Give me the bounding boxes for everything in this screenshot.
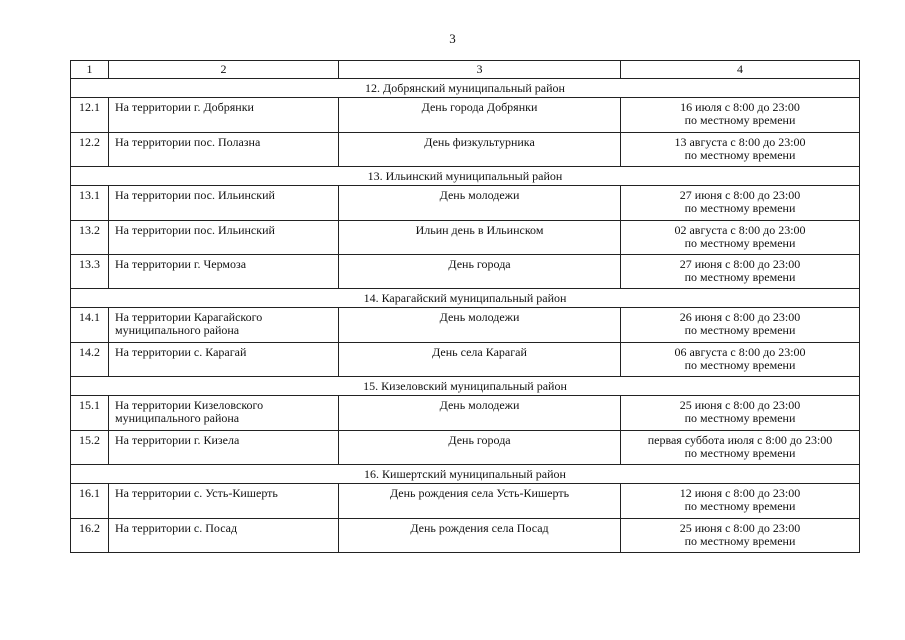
- row-event: День молодежи: [339, 396, 621, 431]
- section-row: [71, 465, 860, 484]
- place-line: На территории г. Чермоза: [115, 257, 247, 271]
- table-row: [71, 431, 860, 465]
- time-line: по местному времени: [684, 358, 796, 372]
- row-number: 13.2: [71, 221, 109, 255]
- time-line: 27 июня с 8:00 до 23:00: [679, 188, 801, 202]
- table-row: [71, 221, 860, 255]
- row-time: [621, 396, 860, 431]
- row-time: [621, 98, 860, 133]
- place-line: На территории пос. Ильинский: [115, 223, 275, 237]
- row-place: [109, 431, 339, 465]
- time-line: 25 июня с 8:00 до 23:00: [679, 398, 801, 412]
- column-header-number: 1: [71, 61, 109, 79]
- section-row: [71, 377, 860, 396]
- row-time: [621, 255, 860, 289]
- section-row: [71, 289, 860, 308]
- row-place: [109, 133, 339, 167]
- row-event: Ильин день в Ильинском: [339, 221, 621, 255]
- time-line: по местному времени: [684, 499, 796, 513]
- row-event: День молодежи: [339, 186, 621, 221]
- time-line: по местному времени: [684, 148, 796, 162]
- time-line: по местному времени: [684, 270, 796, 284]
- row-place: [109, 255, 339, 289]
- place-line: На территории с. Посад: [115, 521, 238, 535]
- table-row: [71, 308, 860, 343]
- row-number: 12.1: [71, 98, 109, 133]
- row-number: 12.2: [71, 133, 109, 167]
- row-time: [621, 308, 860, 343]
- row-number: 13.3: [71, 255, 109, 289]
- row-time: [621, 431, 860, 465]
- row-number: 14.2: [71, 343, 109, 377]
- place-line: На территории Карагайского: [115, 310, 263, 324]
- row-event: День физкультурника: [339, 133, 621, 167]
- row-place: [109, 308, 339, 343]
- section-row: [71, 79, 860, 98]
- row-event: День рождения села Посад: [339, 519, 621, 553]
- row-place: [109, 343, 339, 377]
- time-line: по местному времени: [684, 113, 796, 127]
- row-event: День города: [339, 255, 621, 289]
- time-line: по местному времени: [684, 236, 796, 250]
- table-row: [71, 98, 860, 133]
- row-time: [621, 221, 860, 255]
- row-place: [109, 519, 339, 553]
- column-header-event: 3: [339, 61, 621, 79]
- time-line: 06 августа с 8:00 до 23:00: [674, 345, 806, 359]
- row-time: [621, 343, 860, 377]
- row-number: 15.2: [71, 431, 109, 465]
- time-line: 25 июня с 8:00 до 23:00: [679, 521, 801, 535]
- time-line: 27 июня с 8:00 до 23:00: [679, 257, 801, 271]
- row-event: День рождения села Усть-Кишерть: [339, 484, 621, 519]
- table-row: [71, 484, 860, 519]
- time-line: по местному времени: [684, 534, 796, 548]
- row-event: День города: [339, 431, 621, 465]
- time-line: 26 июня с 8:00 до 23:00: [679, 310, 801, 324]
- row-place: [109, 98, 339, 133]
- table-row: [71, 186, 860, 221]
- row-time: [621, 186, 860, 221]
- row-time: [621, 484, 860, 519]
- row-number: 13.1: [71, 186, 109, 221]
- row-event: День города Добрянки: [339, 98, 621, 133]
- time-line: 13 августа с 8:00 до 23:00: [674, 135, 806, 149]
- place-line: На территории с. Карагай: [115, 345, 247, 359]
- table-row: [71, 133, 860, 167]
- events-table: [70, 60, 860, 553]
- row-number: 14.1: [71, 308, 109, 343]
- page-number: 3: [449, 31, 456, 46]
- time-line: по местному времени: [684, 411, 796, 425]
- time-line: 02 августа с 8:00 до 23:00: [674, 223, 806, 237]
- place-line: На территории Кизеловского: [115, 398, 264, 412]
- row-place: [109, 396, 339, 431]
- place-line: На территории г. Кизела: [115, 433, 240, 447]
- time-line: 12 июня с 8:00 до 23:00: [679, 486, 801, 500]
- place-line: муниципального района: [115, 323, 240, 337]
- section-title: 13. Ильинский муниципальный район: [71, 167, 860, 186]
- row-number: 16.1: [71, 484, 109, 519]
- row-place: [109, 484, 339, 519]
- time-line: по местному времени: [684, 446, 796, 460]
- table-row: [71, 255, 860, 289]
- section-title: 15. Кизеловский муниципальный район: [71, 377, 860, 396]
- row-number: 16.2: [71, 519, 109, 553]
- section-title: 12. Добрянский муниципальный район: [71, 79, 860, 98]
- row-number: 15.1: [71, 396, 109, 431]
- place-line: На территории г. Добрянки: [115, 100, 254, 114]
- section-title: 16. Кишертский муниципальный район: [71, 465, 860, 484]
- events-table-body: [71, 61, 860, 553]
- row-place: [109, 186, 339, 221]
- time-line: по местному времени: [684, 323, 796, 337]
- time-line: первая суббота июля с 8:00 до 23:00: [647, 433, 833, 447]
- table-row: [71, 519, 860, 553]
- table-row: [71, 396, 860, 431]
- table-row: [71, 343, 860, 377]
- row-time: [621, 519, 860, 553]
- place-line: муниципального района: [115, 411, 240, 425]
- row-time: [621, 133, 860, 167]
- row-event: День молодежи: [339, 308, 621, 343]
- column-header-time: 4: [621, 61, 860, 79]
- place-line: На территории пос. Ильинский: [115, 188, 275, 202]
- column-header-place: 2: [109, 61, 339, 79]
- row-event: День села Карагай: [339, 343, 621, 377]
- time-line: по местному времени: [684, 201, 796, 215]
- place-line: На территории с. Усть-Кишерть: [115, 486, 278, 500]
- row-place: [109, 221, 339, 255]
- place-line: На территории пос. Полазна: [115, 135, 261, 149]
- section-row: [71, 167, 860, 186]
- section-title: 14. Карагайский муниципальный район: [71, 289, 860, 308]
- table-header-row: [71, 61, 860, 79]
- time-line: 16 июля с 8:00 до 23:00: [680, 100, 800, 114]
